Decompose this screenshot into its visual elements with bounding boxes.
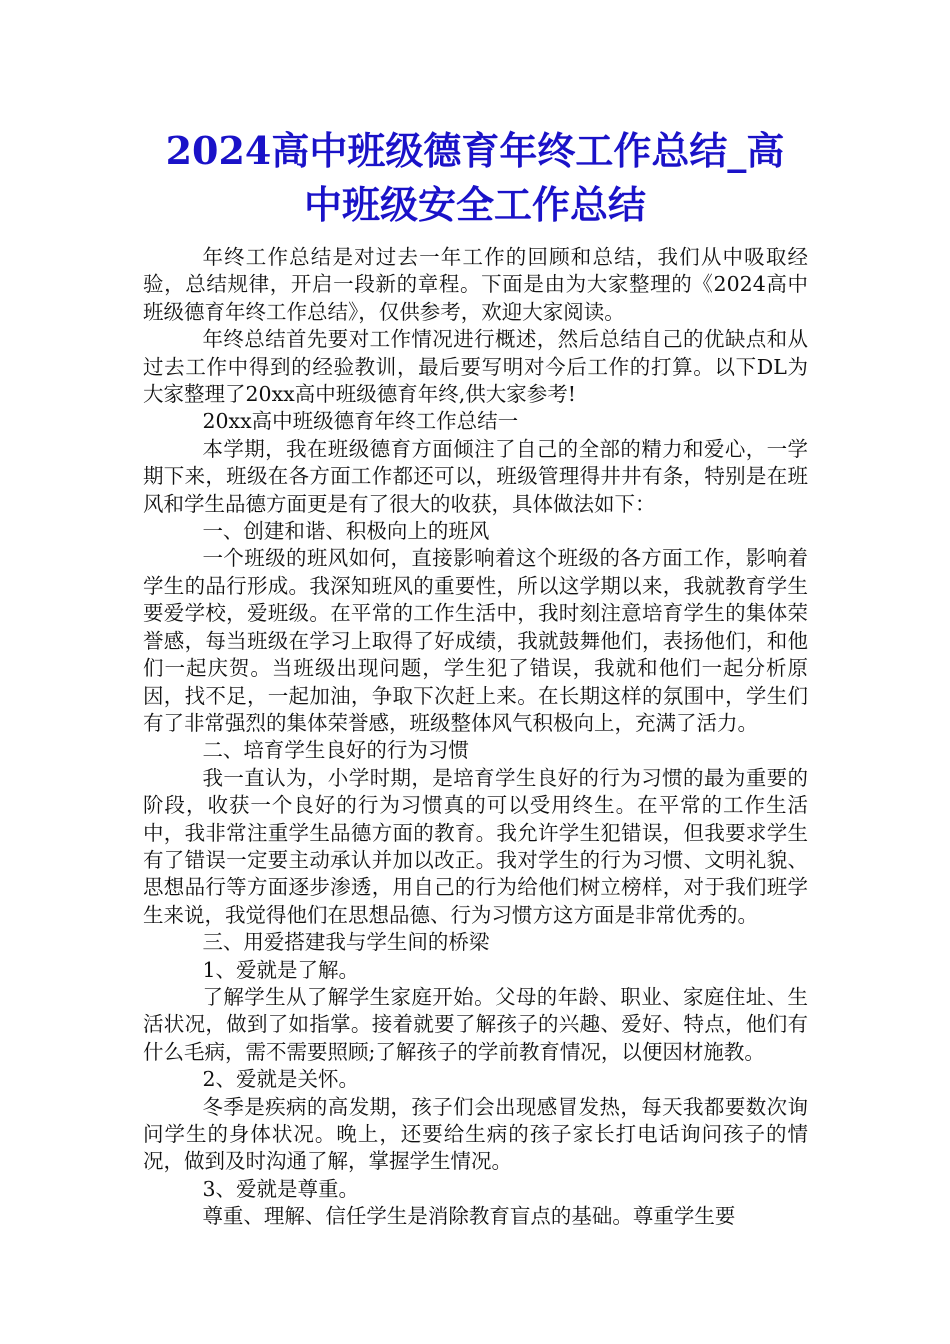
subsection-heading: 一、创建和谐、积极向上的班风	[202, 519, 490, 544]
body-paragraph: 本学期，我在班级德育方面倾注了自己的全部的精力和爱心，一学期下来，班级在各方面工作都还可以，班级管理得井井有条，特别是在班风和学生品德方面更是有了很大的收获，具体做法如下：	[143, 436, 808, 516]
body-paragraph: 我一直认为，小学时期，是培育学生良好的行为习惯的最为重要的阶段，收获一个良好的行为习惯真的可以受用终生。在平常的工作生活中，我非常注重学生品德方面的教育。我允许学生犯错误，但我要求学生有了错误一定要主动承认并加以改正。我对学生的行为习惯、文明礼貌、思想品行等方面逐步渗透，用自己的行为给他们树立榜样，对于我们班学生来说，我觉得他们在思想品德、行为习惯方这方面是非常优秀的。	[143, 765, 808, 927]
numbered-heading: 2、爱就是关怀。	[202, 1067, 359, 1092]
body-paragraph: 一个班级的班风如何，直接影响着这个班级的各方面工作，影响着学生的品行形成。我深知班风的重要性，所以这学期以来，我就教育学生要爱学校，爱班级。在平常的工作生活中，我时刻注意培育学生的集体荣誉感，每当班级在学习上取得了好成绩，我就鼓舞他们，表扬他们，和他们一起庆贺。当班级出现问题，学生犯了错误，我就和他们一起分析原因，找不足，一起加油，争取下次赶上来。在长期这样的氛围中，学生们有了非常强烈的集体荣誉感，班级整体风气积极向上，充满了活力。	[143, 546, 808, 735]
body-paragraph: 冬季是疾病的高发期，孩子们会出现感冒发热，每天我都要数次询问学生的身体状况。晚上，还要给生病的孩子家长打电话询问孩子的情况，做到及时沟通了解，掌握学生情况。	[143, 1094, 808, 1174]
body-paragraph: 了解学生从了解学生家庭开始。父母的年龄、职业、家庭住址、生活状况，做到了如指掌。接着就要了解孩子的兴趣、爱好、特点，他们有什么毛病，需不需要照顾;了解孩子的学前教育情况，以便因材施教。	[143, 984, 808, 1064]
body-paragraph: 尊重、理解、信任学生是消除教育盲点的基础。尊重学生要	[202, 1204, 736, 1229]
title-line-1: 2024高中班级德育年终工作总结_高	[165, 128, 785, 173]
overview-paragraph: 年终总结首先要对工作情况进行概述，然后总结自己的优缺点和从过去工作中得到的经验教训，最后要写明对今后工作的打算。以下DL为大家整理了20xx高中班级德育年终,供大家参考!	[143, 327, 808, 407]
section-heading: 20xx高中班级德育年终工作总结一	[202, 409, 519, 434]
numbered-heading: 1、爱就是了解。	[202, 957, 359, 982]
subsection-heading: 三、用爱搭建我与学生间的桥梁	[202, 930, 490, 955]
intro-paragraph: 年终工作总结是对过去一年工作的回顾和总结，我们从中吸取经验，总结规律，开启一段新的章程。下面是由为大家整理的《2024高中班级德育年终工作总结》，仅供参考，欢迎大家阅读。	[143, 245, 808, 324]
numbered-heading: 3、爱就是尊重。	[202, 1176, 359, 1201]
title-line-2: 中班级安全工作总结	[303, 182, 646, 227]
document-title	[120, 124, 830, 232]
document-body	[143, 244, 808, 1231]
subsection-heading: 二、培育学生良好的行为习惯	[202, 738, 469, 763]
